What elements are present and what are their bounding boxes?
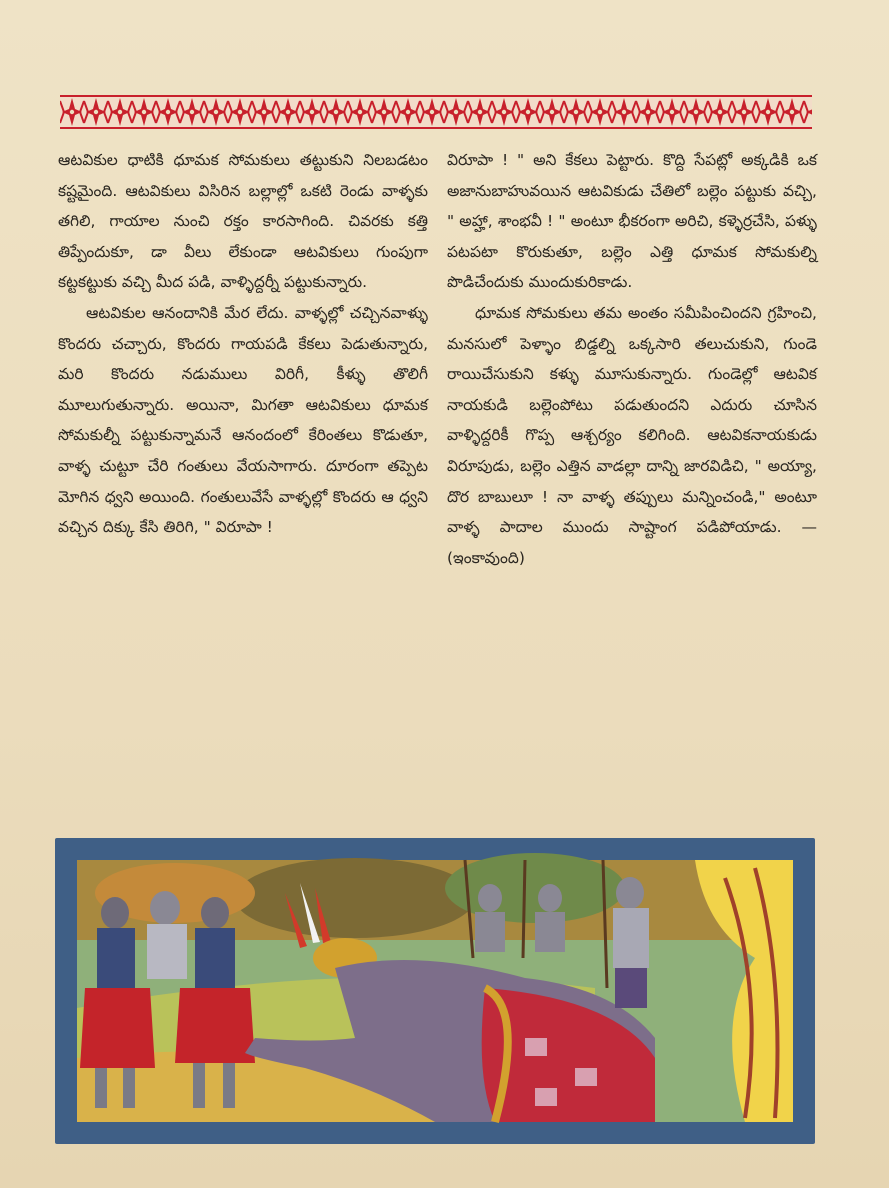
paragraph: ఆటవికుల ధాటికి ధూమక సోమకులు తట్టుకుని నిలబడటం కష్టమైంది. ఆటవికులు విసిరిన బల్లాల్లో ఒకటి రెండు వాళ్ళకు తగిలి, గాయాల నుంచి రక్తం కారసాగింది. చివరకు కత్తి తిప్పేందుకూ, డా వీలు లేకుండా ఆటవికులు గుంపుగా కట్టకట్టుకు వచ్చి మీద పడి, వాళ్ళిద్దర్నీ పట్టుకున్నారు.: [58, 151, 428, 292]
story-illustration: [55, 838, 815, 1144]
right-column: [447, 145, 817, 573]
paragraph: విరూపా ! " అని కేకలు పెట్టారు. కొద్ది సేపట్లో అక్కడికి ఒక అజానుబాహువయిన ఆటవికుడు చేతిలో బల్లెం పట్టుకు వచ్చి, " అహ్హా, శాంభవీ ! " అంటూ భీకరంగా అరిచి, కళ్ళెర్రచేసి, పళ్ళు పటపటా కొరుకుతూ, బల్లెం ఎత్తి ధూమక సోమకుల్ని పొడిచేందుకు ముందుకురికాడు.: [447, 151, 817, 292]
paragraph: ఆటవికుల ఆనందానికి మేర లేదు. వాళ్ళల్లో చచ్చినవాళ్ళు కొందరు చచ్చారు, కొందరు గాయపడి కేకలు పెడుతున్నారు, మరి కొందరు నడుములు విరిగీ, కీళ్ళు తొలిగీ మూలుగుతున్నారు. అయినా, మిగతా ఆటవికులు ధూమక సోమకుల్నీ పట్టుకున్నామనే ఆనందంలో కేరింతలు కొడుతూ, వాళ్ళ చుట్టూ చేరి గంతులు వేయసాగారు. దూరంగా తప్పెట మోగిన ధ్వని అయింది. గంతులువేసే వాళ్ళల్లో కొందరు ఆ ధ్వని వచ్చిన దిక్కు కేసి తిరిగి, " విరూపా !: [58, 303, 428, 537]
paragraph: ధూమక సోమకులు తమ అంతం సమీపించిందని గ్రహించి, మనసులో పెళ్ళాం బిడ్డల్ని ఒక్కసారి తలుచుకుని, గుండె రాయిచేసుకుని కళ్ళు మూసుకున్నారు. గుండెల్లో ఆటవిక నాయకుడి బల్లెంపోటు పడుతుందని ఎదురు చూసిన వాళ్ళిద్దరికీ గొప్ప ఆశ్చర్యం కలిగింది. ఆటవికనాయకుడు విరూపుడు, బల్లెం ఎత్తిన వాడల్లా దాన్ని జారవిడిచి, " అయ్యా, దొర బాబులూ ! నా వాళ్ళ తప్పులు మన్నించండి," అంటూ వాళ్ళ పాదాల ముందు సాష్టాంగ పడిపోయాడు. —(ఇంకావుంది): [447, 303, 817, 567]
left-column: [58, 145, 428, 543]
comic-panel-illustration-icon: [55, 838, 815, 1144]
decorative-border-icon: [60, 95, 812, 129]
